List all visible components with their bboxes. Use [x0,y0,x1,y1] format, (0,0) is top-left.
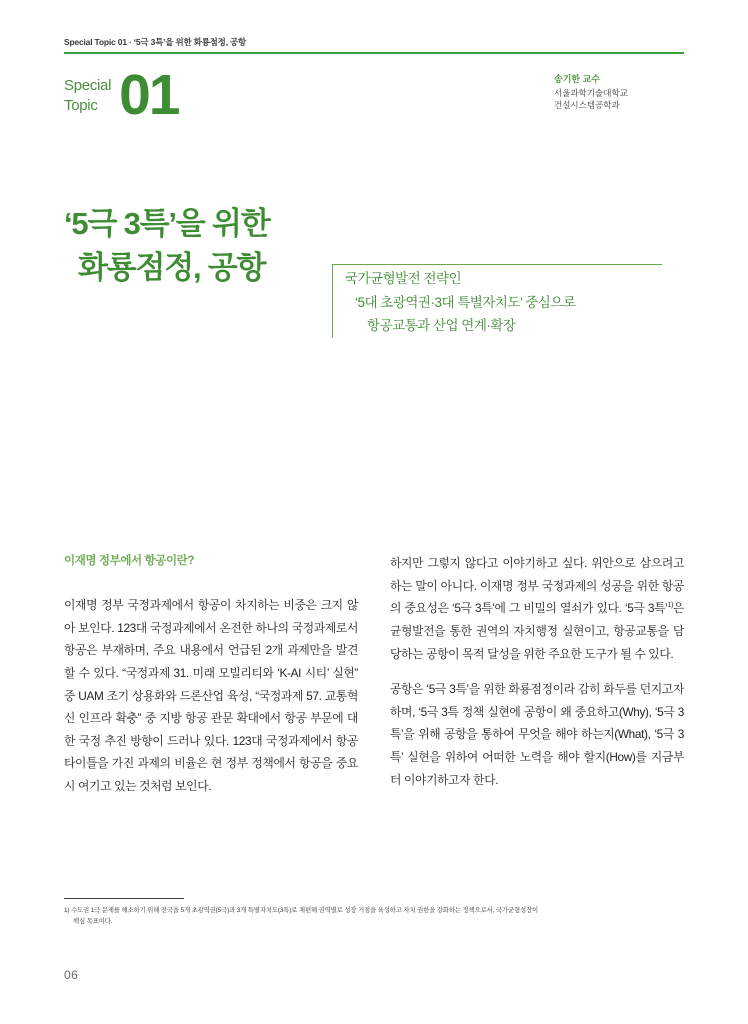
footnote [64,906,684,928]
footnote-line-1: 1) 수도권 1극 문제를 해소하기 위해 전국을 5개 초광역권(5극)과 3개 특별자치도(3특)로 재편해 권역별로 성장 거점을 육성하고 자치 권한을 강화하는 정책으로서, 국가균형성장이 [64,907,539,914]
special-topic-words [64,68,111,117]
subtitle-line-3: 항공교통과 산업 연계·확장 [367,318,516,334]
body-column-right [390,552,684,811]
subtitle-line-2: ‘5대 초광역권·3대 특별자치도’ 중심으로 [355,294,576,310]
subtitle-block [332,264,662,338]
subtitle-line-1: 국가균형발전 전략인 [345,271,462,286]
special-topic-word-line2: Topic [64,97,98,115]
footnote-marker: 1) [667,602,673,610]
body-paragraph: 이재명 정부 국정과제에서 항공이 차지하는 비중은 크지 않아 보인다. 123대 국정과제에서 온전한 하나의 국정과제로서 항공은 부재하며, 주요 내용에서 언급된 2개 과제만을 발견할 수 있다. “국정과제 31. 미래 모빌리티와 ‘K-AI 시티’ 실현” 중 UAM 조기 상용화와 드론산업 육성, “국정과제 57. 교통혁신 인프라 확충” 중 지방 항공 관문 확대에서 항공 부문에 대한 국정 추진 방향이 드러나 있다. 123대 국정과제에서 항공 타이틀을 가진 과제의 비율은 현 정부 정책에서 항공을 중요시 여기고 있는 것처럼 보인다. [64,598,358,794]
special-topic-number: 01 [119,63,179,127]
headline-line-1: ‘5극 3특’을 위한 [64,206,270,241]
headline-line-2: 화룡점정, 공항 [78,250,266,286]
special-topic-badge [64,63,179,127]
page-number: 06 [64,968,79,982]
footnote-line-2: 핵심 목표이다. [73,917,113,925]
footnote-divider [64,898,184,899]
header-rule [64,52,684,54]
section-heading: 이재명 정부에서 항공이란? [64,555,195,567]
author-affiliation-line1: 서울과학기술대학교 [554,88,628,98]
author-block [554,72,684,112]
running-head: Special Topic 01 · ‘5극 3특’을 위한 화룡점정, 공항 [64,37,247,47]
body-paragraph-text: 하지만 그렇지 않다고 이야기하고 싶다. 위안으로 삼으려고 하는 말이 아니다. 이재명 정부 국정과제의 성공을 위한 항공의 중요성은 ‘5극 3특’에 그 비밀의 열쇠가 있다. ‘5극 3특’$^{1)}$은 균형발전을 통한 권역의 자치행정 실현이고, 항공교통을 담당하는 공항이 목적 달성을 위한 주요한 도구가 될 수 있다. [390,556,684,661]
body-paragraph [390,552,684,665]
body-columns [64,552,684,811]
author-affiliation-line2: 건설시스템공학과 [554,100,620,111]
special-topic-word-line1: Special [64,77,112,94]
author-name: 송기한 교수 [554,74,600,84]
body-paragraph: 공항은 ‘5극 3특’을 위한 화룡점정이라 감히 화두를 던지고자 하며, ‘5극 3특 정책 실현에 공항이 왜 중요하고(Why), ‘5극 3특’을 위해 공항을 통하여 무엇을 해야 하는지(What), ‘5극 3특’ 실현을 위하여 어떠한 노력을 해야 할지(How)를 지금부터 이야기하고자 한다. [390,682,684,787]
body-column-left [64,552,358,811]
